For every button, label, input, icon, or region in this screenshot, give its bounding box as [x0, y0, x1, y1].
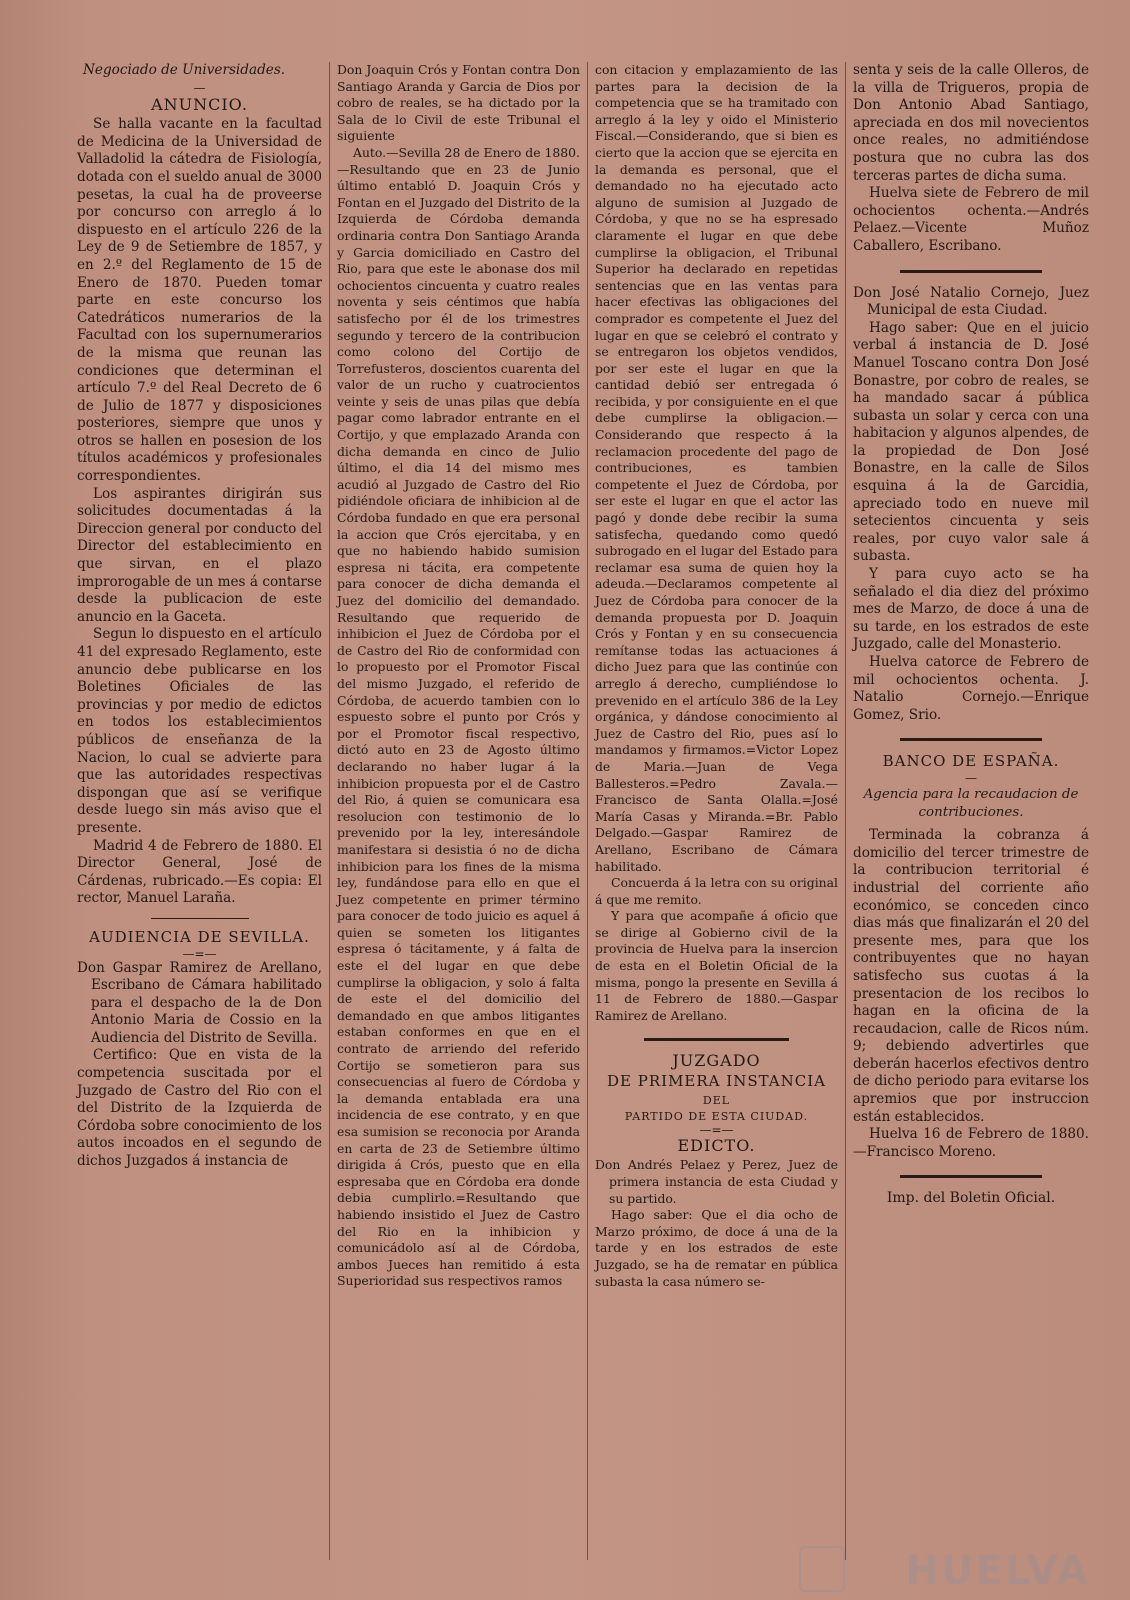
auto-text: Auto.—Sevilla 28 de Enero de 1880.—Resultando que en 23 de Junio último entabló D. Joaquin Crós y Fontan en el Juzgado del Distrito de la Izquierda de Córdoba demanda ordinaria contra Don Santiago Aranda y Garcia domiciliado en Castro del Rio, para que este le abonase dos mil ochocientos cincuenta y cuatro reales noventa y seis céntimos que había satisfecho por él de los trimestres segundo y tercero de la contribucion como colono del Cortijo de Torrefusteros, doscientos cuarenta del valor de un rucho y cuatrocientos veinte y seis de unas pilas que debía pagar como labrador entrante en el Cortijo, y que emplazado Aranda con dicha demanda en cinco de Julio último, el dia 14 del mismo mes acudió al Juzgado de Castro del Rio pidiéndole oficiara de inhibicion al de Córdoba fundado en que era personal la accion que Crós ejercitaba, y en que no habiendo habido sumision espresa ni tácita, era competente para conocer de dicha demanda el Juez del domicilio del demandado. Resultando que requerido de inhibicion el Juez de Córdoba por el de Castro del Rio de conformidad con lo propuesto por el Promotor Fiscal del mismo Juzgado, el referido de Córdoba, de acuerdo tambien con lo espuesto sobre el punto por Crós y por el Promotor fiscal respectivo, dictó auto en 23 de Agosto último declarando no haber lugar á la inhibicion propuesta por el de Castro del Rio, á quien se comunicara esa resolucion con testimonio de lo prevenido por la ley, interesándole manifestara si desistia ó no de dicha inhibicion para los fines de la misma ley, fundándose para ello en que el Juez competente en primer término para conocer de todo juicio es aquel á quien se someten los litigantes espresa ó tácitamente, y á falta de este el del lugar en que debe cumplirse la obligacion, y solo á falta de este el del domicilio del demandado en que ambos litigantes estaban conformes en que en el contrato de arriendo del referido Cortijo se sometieron para sus consecuencias al fuero de Córdoba y la demanda entablada era una incidencia de ese contrato, y en que esa sumision se reconocia por Aranda en carta de 23 de Setiembre último dirigida á Crós, puesto que en ella espresaba que en Córdoba era donde debia cumplirlo.=Resultando que habiendo insistido el Juez de Castro del Rio en la inhibicion y comunicádolo así al de Córdoba, ambos Jueces han remitido á esta Superioridad sus respectivos ramos	[337, 144, 580, 1289]
department-heading: Negociado de Universidades.	[83, 62, 286, 78]
audiencia-certifico: Certifico: Que en vista de la competencia suscitada por el Juzgado de Castro del Rio con el del Distrito de la Izquierda de Córdoba sobre conocimiento de los autos incoados en el segundo de dichos Juzgados á instancia de	[77, 1047, 322, 1170]
imprint: Imp. del Boletin Oficial.	[886, 1190, 1056, 1207]
separator	[900, 738, 1042, 741]
juzgado-partido: PARTIDO DE ESTA CIUDAD.	[624, 1110, 809, 1124]
edicto-continuation: senta y seis de la calle Olleros, de la villa de Trigueros, propia de Don Antonio Abad Santiago, apreciada en dos mil novecientos once reales, no admitiéndose postura que no cubra las dos terceras partes de dicha suma.	[853, 62, 1089, 184]
banco-subheading: Agencia para la recaudacion de contribuciones.	[863, 786, 1079, 820]
audiencia-title: AUDIENCIA DE SEVILLA.	[89, 927, 310, 946]
columns	[70, 62, 1100, 1560]
juzgado-subtitle: DE PRIMERA INSTANCIA	[607, 1072, 826, 1091]
anuncio-paragraph-2: Los aspirantes dirigirán sus solicitudes documentadas á la Direccion general por conducto del Director del establecimiento en que sirvan, en el plazo improrogable de un mes á contarse desde la publicacion de este anuncio en la Gaceta.	[77, 485, 322, 625]
separator	[644, 1038, 790, 1041]
column-1	[70, 62, 330, 1560]
ornament-dash: —=—	[699, 1122, 734, 1137]
banco-text: Terminada la cobranza á domicilio del tercer trimestre de la contribucion territorial é industrial del corriente año económico, se conceden cinco dias más que finalizarán el 20 del presente mes, para que los contribuyentes que no hayan satisfecho sus cuotas á la presentacion de los recibos lo hagan en la oficina de la recaudacion, calle de Ricos núm. 9; debiendo advertirles que deberán hacerlos efectivos dentro de dicho periodo para evitarse los apremios que por instruccion están establecidos.	[853, 827, 1089, 1125]
certification-closing: Y para que acompañe á oficio que se dirige al Gobierno civil de la provincia de Huelva para la insercion de esta en el Boletin Oficial de la misma, pongo la presente en Sevilla á 11 de Febrero de 1880.—Gaspar Ramirez de Arellano.	[595, 908, 838, 1023]
anuncio-paragraph-1: Se halla vacante en la facultad de Medicina de la Universidad de Valladolid la cátedra de Fisiología, dotada con el sueldo anual de 3000 pesetas, la cual ha de proveerse por concurso con arreglo á lo dispuesto en el artículo 226 de la Ley de 9 de Setiembre de 1857, y en 2.º del Reglamento de 15 de Enero de 1870. Pueden tomar parte en este concurso los Catedráticos numerarios de la Facultad con los supernumerarios de la misma que reunan las condiciones que determinan el artículo 7.º del Real Decreto de 6 de Julio de 1877 y disposiciones posteriores, siempre que unos y otros se hallen en posesion de los títulos académicos y profesionales correspondientes.	[77, 116, 322, 485]
edicto-text: Hago saber: Que el dia ocho de Marzo próximo, de doce á una de la tarde y en los estrados de este Juzgado, se ha de rematar en pública subasta la casa número se-	[595, 1207, 838, 1289]
audiencia-intro: Don Gaspar Ramirez de Arellano, Escribano de Cámara habilitado para el despacho de la de Don Antonio Maria de Cossio en la Audiencia del Distrito de Sevilla.	[77, 959, 322, 1046]
municipal-judge: Don José Natalio Cornejo, Juez Municipal de esta Ciudad.	[853, 284, 1089, 319]
juzgado-title: JUZGADO	[672, 1051, 761, 1071]
municipal-signature: Huelva catorce de Febrero de mil ochocientos ochenta. J. Natalio Cornejo.—Enrique Gomez, Srio.	[853, 654, 1089, 723]
anuncio-paragraph-3: Segun lo dispuesto en el artículo 41 del expresado Reglamento, este anuncio debe publicarse en los Boletines Oficiales de las provincias y por medio de edictos en todos los establecimientos públicos de enseñanza de la Nacion, lo cual se advierte para que las autoridades respectivas dispongan que así se verifique desde luego sin más aviso que el presente.	[77, 626, 322, 836]
column-4	[846, 62, 1096, 1560]
anuncio-title: ANUNCIO.	[151, 94, 248, 114]
ornament-dash: —	[965, 770, 977, 785]
edicto-signature: Huelva siete de Febrero de mil ochocientos ochenta.—Andrés Pelaez.—Vicente Muñoz Caballero, Escribano.	[853, 185, 1089, 254]
concuerda-text: Concuerda á la letra con su original á que me remito.	[595, 875, 838, 907]
banco-title: BANCO DE ESPAÑA.	[882, 752, 1060, 771]
municipal-date: Y para cuyo acto se ha señalado el dia diez del próximo mes de Marzo, de doce á una de su tarde, en los estrados de este Juzgado, calle del Monasterio.	[853, 566, 1089, 653]
ornament-dash: —	[193, 80, 206, 95]
archive-seal-icon	[799, 1546, 845, 1592]
anuncio-signature: Madrid 4 de Febrero de 1880. El Director General, José de Cárdenas, rubricado.—Es copia: El rector, Manuel Laraña.	[77, 837, 322, 907]
archive-watermark: HUELVA	[905, 1548, 1090, 1594]
auto-intro: Don Joaquin Crós y Fontan contra Don Santiago Aranda y Garcia de Dios por cobro de reales, se ha dictado por la Sala de lo Civil de este Tribunal el siguiente	[337, 62, 580, 144]
edicto-title: EDICTO.	[677, 1135, 756, 1155]
separator	[151, 918, 249, 919]
banco-signature: Huelva 16 de Febrero de 1880.—Francisco Moreno.	[853, 1126, 1089, 1160]
juzgado-del: DEL	[702, 1093, 731, 1107]
auto-continuation: con citacion y emplazamiento de las partes para la decision de la competencia que se ha tramitado con arreglo á la ley y oido el Ministerio Fiscal.—Considerando, que si bien es cierto que la accion que se ejercita en la demanda es personal, que el demandado no ha ejecutado acto alguno de sumision al Juzgado de Córdoba, y que no se ha espresado claramente el lugar en que debe cumplirse la obligacion, el Tribunal Superior ha declarado en repetidas sentencias que en las ventas para hacer efectivas las obligaciones del comprador es competente el Juez del lugar en que se celebró el contrato y se entregaron los objetos vendidos, por ser este el lugar en que la cantidad debió ser entregada ó recibida, y por consiguiente en el que debe cumplirse la obligacion.—Considerando que respecto á la reclamacion procedente del pago de contribuciones, es tambien competente el Juez de Córdoba, por ser este el lugar en que el actor las pagó y donde debe recibir la suma satisfecha, quedando como quedó subrogado en el lugar del Estado para reclamar esa suma de quien hoy la adeuda.—Declaramos competente al Juez de Córdoba para conocer de la demanda propuesta por D. Joaquin Crós y Fontan y en su consecuencia remítanse todas las actuaciones á dicho Juez para que las continúe con arreglo á derecho, cumpliéndose lo prevenido en el artículo 386 de la Ley orgánica, y dándose conocimiento al Juez de Castro del Rio, pues así lo mandamos y firmamos.=Victor Lopez de Maria.—Juan de Vega Ballesteros.=Pedro Zavala.—Francisco de Santa Olalla.=José María Casas y Miranda.=Br. Pablo Delgado.—Gaspar Ramirez de Arellano, Escribano de Cámara habilitado.	[595, 62, 838, 874]
ornament-dash: —=—	[182, 946, 217, 961]
municipal-text: Hago saber: Que en el juicio verbal á instancia de D. José Manuel Toscano contra Don José Bonastre, por cobro de reales, se ha mandado sacar á pública subasta un solar y cerca con una habitacion y algunos alpendes, de la propiedad de Don José Bonastre, en la calle de Silos esquina á la de Garcidia, apreciado todo en nueve mil setecientos cincuenta y seis reales, por cuyo valor sale á subasta.	[853, 319, 1089, 565]
column-2	[330, 62, 588, 1560]
separator	[900, 1175, 1042, 1178]
separator	[900, 270, 1042, 273]
edicto-judge: Don Andrés Pelaez y Perez, Juez de primera instancia de esta Ciudad y su partido.	[595, 1157, 838, 1206]
column-3	[588, 62, 846, 1560]
